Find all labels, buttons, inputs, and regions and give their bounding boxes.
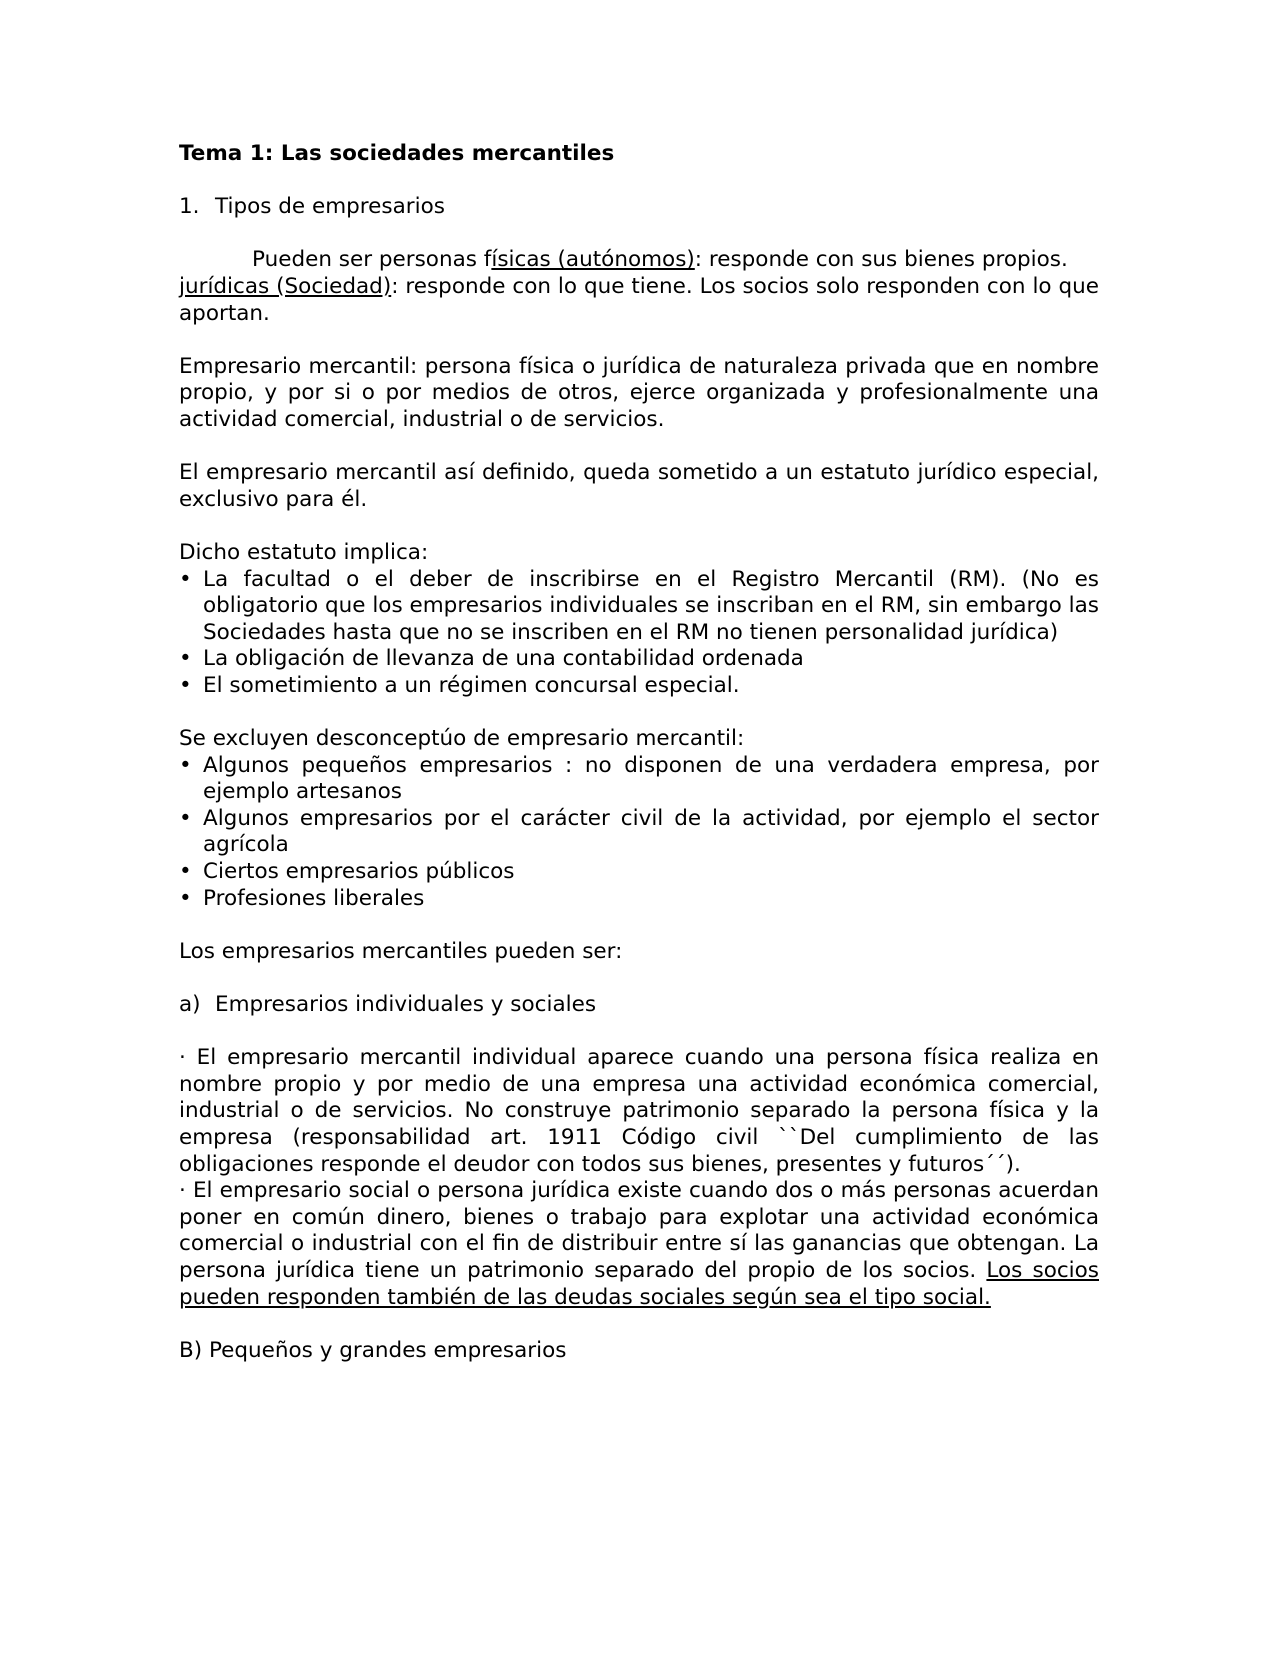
text-run: · El empresario social o persona jurídica existe cuando dos o más personas acuerdan poner en común dinero, bienes o trabajo para explotar una actividad económica comercial o industrial con el fin de distribuir entre sí las ganancias que obtengan. La persona jurídica tiene un patrimonio separado del propio de los socios. (179, 1178, 1099, 1283)
section-number: 1. (179, 194, 200, 220)
excluyen-intro: Se excluyen desconceptúo de empresario mercantil: (179, 726, 745, 752)
underlined-text: ísicas (autónomos) (491, 247, 695, 273)
text-run: : responde con sus bienes propios. (694, 247, 1068, 273)
section-heading-a (179, 992, 1099, 1019)
list-item-text: La facultad o el deber de inscribirse en el Registro Mercantil (RM). (No es obligatorio que los empresarios individuales se inscriban en el RM, sin embargo las Sociedades hasta que no se inscriben en el RM no tienen personalidad jurídica) (203, 566, 1099, 645)
text-run: : responde con lo que tiene. Los socios solo responden con lo que aportan. (179, 273, 1099, 326)
section-heading-1 (179, 194, 1099, 221)
bullet-icon: • (179, 859, 192, 885)
document-title: Tema 1: Las sociedades mercantiles (179, 141, 615, 166)
bullet-icon: • (179, 566, 192, 592)
list-item (179, 673, 1099, 700)
text-run: Pueden ser personas f (252, 247, 492, 273)
section-heading-b: B) Pequeños y grandes empresarios (179, 1337, 567, 1363)
list-item (179, 859, 1099, 886)
estatuto-list (179, 567, 1099, 700)
list-item-text: Algunos pequeños empresarios : no disponen de una verdadera empresa, por ejemplo artesanos (203, 752, 1099, 805)
list-item-text: Ciertos empresarios públicos (203, 859, 515, 885)
bullet-icon: • (179, 885, 192, 911)
bullet-icon: • (179, 672, 192, 698)
list-item (179, 806, 1099, 859)
paragraph-empresario-social (179, 1178, 1099, 1311)
excluyen-list (179, 753, 1099, 913)
list-item-text: Algunos empresarios por el carácter civil de la actividad, por ejemplo el sector agrícola (203, 805, 1099, 858)
bullet-icon: • (179, 805, 192, 831)
bullet-icon: • (179, 752, 192, 778)
section-number: a) (179, 992, 201, 1017)
list-item (179, 753, 1099, 806)
paragraph-estatuto: El empresario mercantil así definido, queda sometido a un estatuto jurídico especial, exclusivo para él. (179, 460, 1099, 512)
bullet-icon: • (179, 646, 192, 672)
list-item-text: Profesiones liberales (203, 885, 425, 911)
section-label: Empresarios individuales y sociales (215, 992, 597, 1017)
section-label: Tipos de empresarios (215, 194, 445, 220)
document-body (179, 141, 1099, 1364)
underlined-text: jurídicas (Sociedad) (179, 273, 392, 299)
list-item (179, 646, 1099, 673)
paragraph-empresario-mercantil: Empresario mercantil: persona física o jurídica de naturaleza privada que en nombre propio, y por si o por medios de otros, ejerce organizada y profesionalmente una actividad comercial, industrial o de servicios. (179, 353, 1099, 432)
paragraph-pueden-ser: Los empresarios mercantiles pueden ser: (179, 938, 623, 964)
list-item-text: El sometimiento a un régimen concursal especial. (203, 672, 740, 698)
paragraph-empresario-individual: · El empresario mercantil individual aparece cuando una persona física realiza en nombre propio y por medio de una empresa una actividad económica comercial, industrial o de servicios. No construye patrimonio separado la persona física y la empresa (responsabilidad art. 1911 Código civil ``Del cumplimiento de las obligaciones responde el deudor con todos sus bienes, presentes y futuros´´). (179, 1045, 1099, 1177)
list-item-text: La obligación de llevanza de una contabilidad ordenada (203, 646, 804, 672)
list-item (179, 886, 1099, 913)
underlined-text: Los socios pueden responden también de las deudas sociales según sea el tipo social. (179, 1257, 1099, 1310)
paragraph-fisicas (179, 247, 1099, 274)
estatuto-intro: Dicho estatuto implica: (179, 539, 429, 565)
paragraph-juridicas (179, 274, 1099, 327)
list-item (179, 567, 1099, 647)
